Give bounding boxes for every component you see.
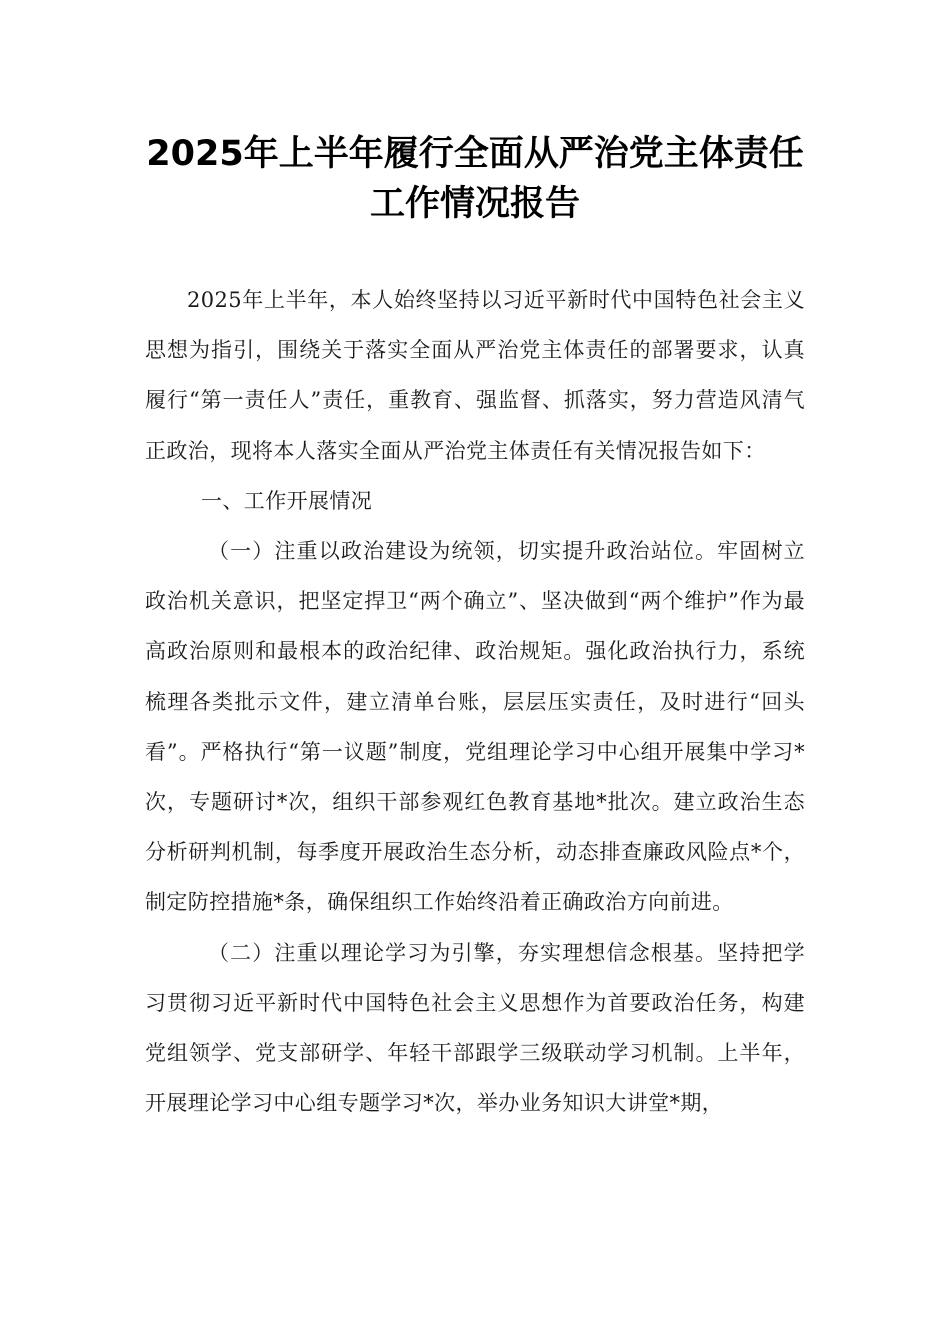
section-heading-work-status: 一、工作开展情况 — [201, 488, 373, 513]
document-title-line-2: 工作情况报告 — [369, 184, 580, 224]
paragraph-theoretical-study: （二）注重以理论学习为引擎，夯实理想信念根基。坚持把学习贯彻习近平新时代中国特色社会主义思想作为首要政治任务，构建党组领学、党支部研学、年轻干部跟学三级联动学习机制。上半年，开展理论学习中心组专题学习*次，举办业务知识大讲堂*期， — [145, 940, 805, 1116]
intro-paragraph: 2025年上半年，本人始终坚持以习近平新时代中国特色社会主义思想为指引，围绕关于落实全面从严治党主体责任的部署要求，认真履行“第一责任人”责任，重教育、强监督、抓落实，努力营造风清气正政治，现将本人落实全面从严治党主体责任有关情况报告如下： — [145, 288, 805, 463]
document-title-line-1: 2025年上半年履行全面从严治党主体责任 — [146, 134, 804, 174]
document-body — [145, 275, 805, 1128]
paragraph-political-construction: （一）注重以政治建设为统领，切实提升政治站位。牢固树立政治机关意识，把坚定捍卫“两个确立”、坚决做到“两个维护”作为最高政治原则和最根本的政治纪律、政治规矩。强化政治执行力，系统梳理各类批示文件，建立清单台账，层层压实责任，及时进行“回头看”。严格执行“第一议题”制度，党组理论学习中心组开展集中学习*次，专题研讨*次，组织干部参观红色教育基地*批次。建立政治生态分析研判机制，每季度开展政治生态分析，动态排查廉政风险点*个，制定防控措施*条，确保组织工作始终沿着正确政治方向前进。 — [145, 539, 805, 915]
